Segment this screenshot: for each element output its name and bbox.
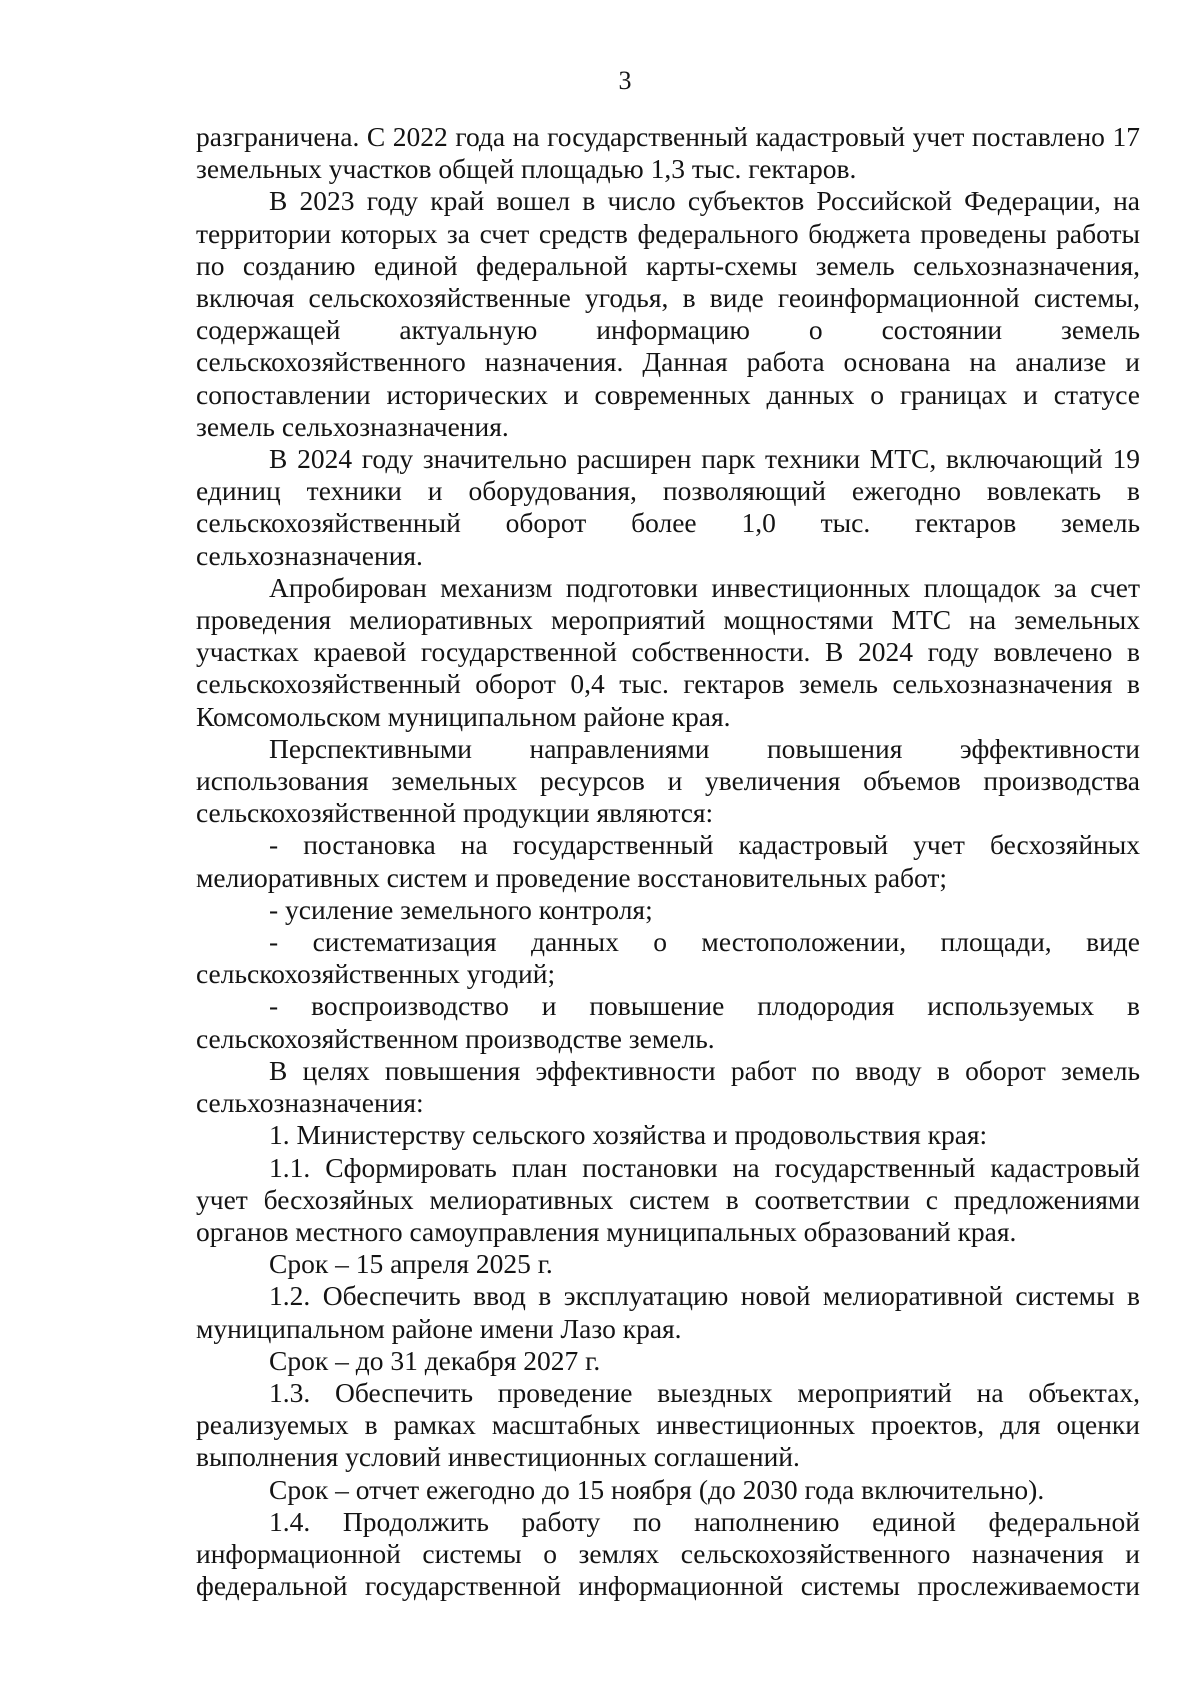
list-item-4: - воспроизводство и повышение плодородия используемых в сельскохозяйственном производстве земель. [196, 990, 1140, 1054]
paragraph-5: Перспективными направлениями повышения эффективности использования земельных ресурсов и увеличения объемов производства сельскохозяйственной продукции являются: [196, 732, 1140, 829]
page-number: 3 [618, 66, 632, 95]
paragraph-1: разграничена. С 2022 года на государственный кадастровый учет поставлено 17 земельных участков общей площадью 1,3 тыс. гектаров. [196, 121, 1140, 185]
list-item-1: - постановка на государственный кадастровый учет бесхозяйных мелиоративных систем и проведение восстановительных работ; [196, 829, 1140, 893]
clause-1-1: 1.1. Сформировать план постановки на государственный кадастровый учет бесхозяйных мелиоративных систем в соответствии с предложениями органов местного самоуправления муниципальных образований края. [196, 1151, 1140, 1247]
document-body [196, 121, 1140, 1602]
deadline-1-3: Срок – отчет ежегодно до 15 ноября (до 2030 года включительно). [269, 1473, 1045, 1505]
deadline-1-1: Срок – 15 апреля 2025 г. [269, 1248, 553, 1280]
paragraph-6: В целях повышения эффективности работ по вводу в оборот земель сельхозназначения: [196, 1054, 1140, 1119]
paragraph-3: В 2024 году значительно расширен парк техники МТС, включающий 19 единиц техники и оборудования, позволяющий ежегодно вовлекать в сельскохозяйственный оборот более 1,0 тыс. гектаров земель сельхозназначения. [196, 443, 1140, 571]
paragraph-4: Апробирован механизм подготовки инвестиционных площадок за счет проведения мелиоративных мероприятий мощностями МТС на земельных участках краевой государственной собственности. В 2024 году вовлечено в сельскохозяйственный оборот 0,4 тыс. гектаров земель сельхозназначения в Комсомольском муниципальном районе края. [196, 571, 1140, 732]
deadline-1-2: Срок – до 31 декабря 2027 г. [269, 1344, 601, 1376]
clause-1: 1. Министерству сельского хозяйства и продовольствия края: [269, 1119, 988, 1151]
list-item-2: - усиление земельного контроля; [269, 893, 653, 925]
clause-1-2: 1.2. Обеспечить ввод в эксплуатацию новой мелиоративной системы в муниципальном районе имени Лазо края. [196, 1280, 1140, 1344]
list-item-3: - систематизация данных о местоположении, площади, виде сельскохозяйственных угодий; [196, 926, 1140, 990]
clause-1-4: 1.4. Продолжить работу по наполнению единой федеральной информационной системы о землях сельскохозяйственного назначения и федеральной государственной информационной системы прослеживаемости [196, 1505, 1140, 1602]
clause-1-3: 1.3. Обеспечить проведение выездных мероприятий на объектах, реализуемых в рамках масштабных инвестиционных проектов, для оценки выполнения условий инвестиционных соглашений. [196, 1376, 1140, 1473]
paragraph-2: В 2023 году край вошел в число субъектов Российской Федерации, на территории которых за счет средств федерального бюджета проведены работы по созданию единой федеральной карты-схемы земель сельхозназначения, включая сельскохозяйственные угодья, в виде геоинформационной системы, содержащей актуальную информацию о состоянии земель сельскохозяйственного назначения. Данная работа основана на анализе и сопоставлении исторических и современных данных о границах и статусе земель сельхозназначения. [196, 185, 1140, 442]
